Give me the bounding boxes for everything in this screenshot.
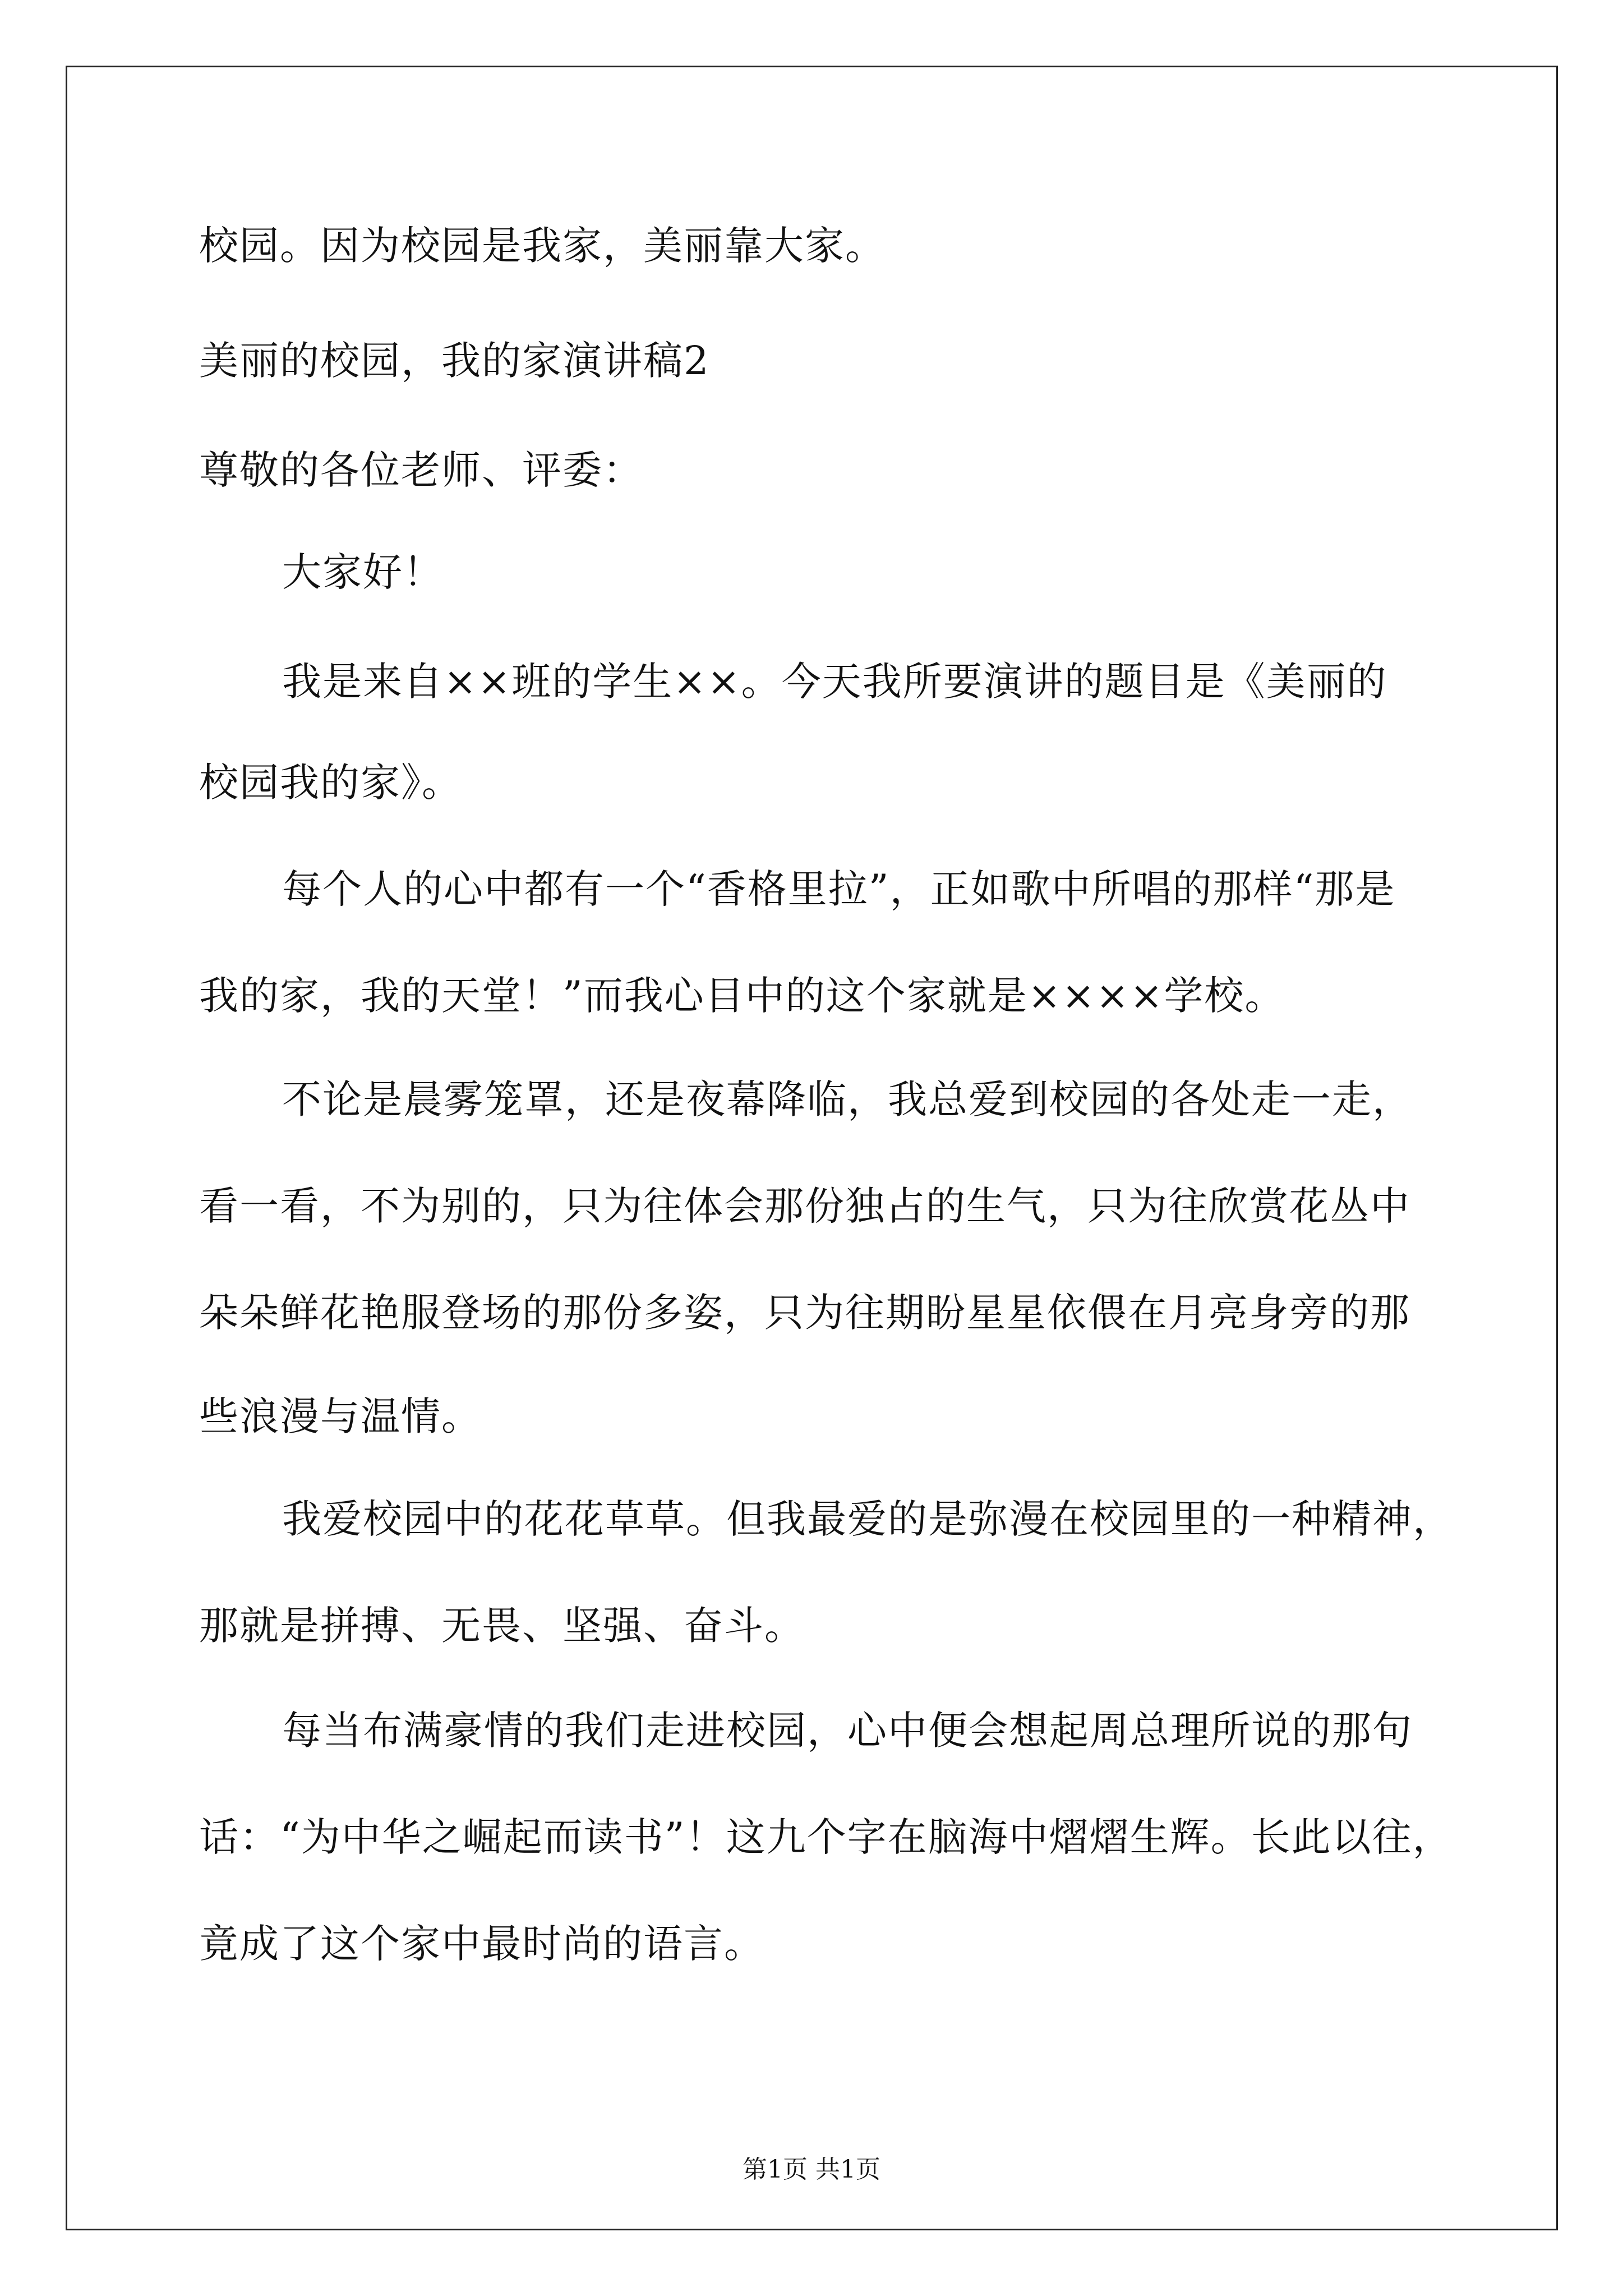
text-line: 校园我的家》。 — [199, 760, 462, 806]
text-line: 些浪漫与温情。 — [199, 1393, 482, 1439]
text-line: 朵朵鲜花艳服登场的那份多姿，只为往期盼星星依偎在月亮身旁的那 — [199, 1290, 1410, 1336]
page-footer: 第1页 共1页 — [743, 2155, 880, 2184]
text-line: 我的家，我的天堂！”而我心目中的这个家就是××××学校。 — [199, 973, 1285, 1019]
text-line: 竟成了这个家中最时尚的语言。 — [199, 1921, 764, 1967]
section-title: 美丽的校园，我的家演讲稿2 — [199, 338, 710, 384]
text-line: 不论是晨雾笼罩，还是夜幕降临，我总爱到校园的各处走一走， — [282, 1076, 1413, 1122]
text-line: 我是来自××班的学生××。今天我所要演讲的题目是《美丽的 — [282, 659, 1387, 705]
page-border — [66, 66, 1558, 2230]
text-line: 校园。因为校园是我家，美丽靠大家。 — [199, 223, 886, 269]
text-line: 看一看，不为别的，只为往体会那份独占的生气，只为往欣赏花丛中 — [199, 1183, 1410, 1229]
text-line: 每个人的心中都有一个“香格里拉”，正如歌中所唱的那样“那是 — [282, 866, 1396, 912]
salutation: 尊敬的各位老师、评委： — [199, 447, 643, 493]
greeting: 大家好！ — [282, 549, 444, 595]
text-line: 每当布满豪情的我们走进校园，心中便会想起周总理所说的那句 — [282, 1708, 1413, 1754]
text-line: 我爱校园中的花花草草。但我最爱的是弥漫在校园里的一种精神， — [282, 1496, 1453, 1542]
text-line: 那就是拼搏、无畏、坚强、奋斗。 — [199, 1603, 805, 1649]
text-line: 话：“为中华之崛起而读书”！这九个字在脑海中熠熠生辉。长此以往， — [199, 1814, 1453, 1860]
